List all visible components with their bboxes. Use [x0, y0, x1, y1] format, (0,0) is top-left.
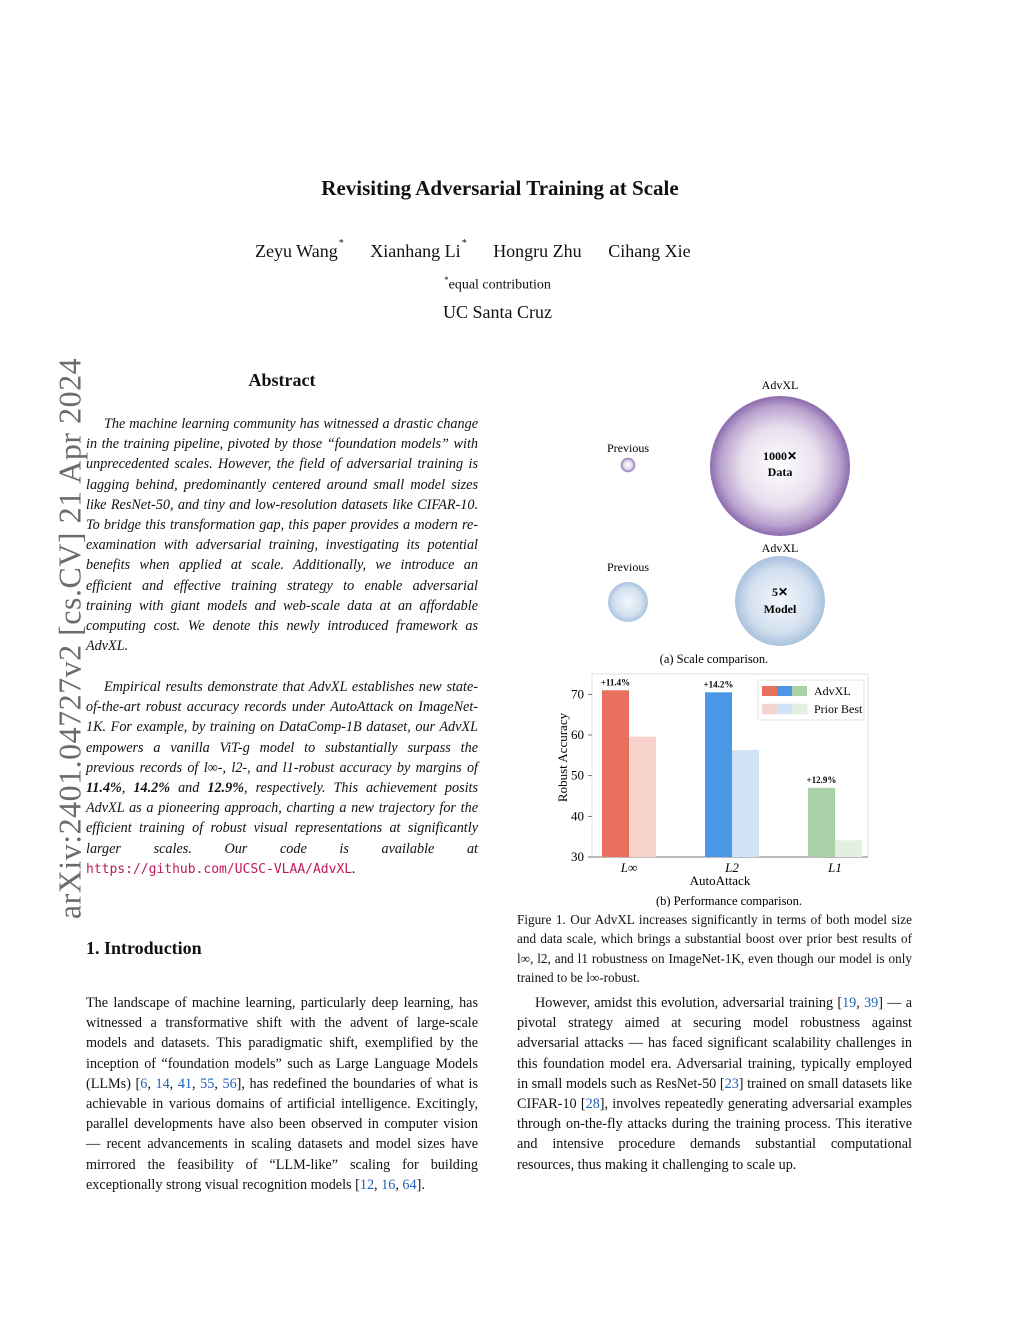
figure-caption: Figure 1. Our AdvXL increases significantly in terms of both model size and data scale, which brings a substantial boost over prior best results of l∞, l2, and l1 robustness on ImageNet-1K, even though our model is only trained to be l∞-robust.: [517, 912, 912, 986]
paper-title: Revisiting Adversarial Training at Scale: [321, 176, 679, 200]
legend-swatch: [777, 704, 792, 714]
citation-link[interactable]: 56: [222, 1075, 237, 1092]
previous-data-circle: [621, 458, 635, 472]
equal-contribution-note: *equal contribution: [444, 275, 551, 293]
abstract-paragraph: The machine learning community has witnessed a drastic change in the training pipeline, pivoted by those “foundation models” with unprecedented scales. However, the field of adversarial training is lagging behind, predominantly centered around small model sizes like ResNet-50, and tiny and low-resolution datasets like CIFAR-10. To bridge this transformation gap, this paper provides a modern re-examination with adversarial training, investigating its potential benefits when applied at scale. Additionally, we introduce an efficient and effective training strategy to enable adversarial training with giant models and web-scale data at an affordable computing cost. We denote this newly introduced framework as AdvXL.: [86, 416, 478, 655]
citation-link[interactable]: 19: [842, 995, 857, 1011]
x-tick-label: L∞: [620, 860, 638, 875]
author-name: Hongru Zhu: [493, 241, 582, 261]
bar-prior-best: [835, 840, 862, 857]
author-name: Cihang Xie: [608, 241, 691, 261]
margin-linf: 11.4%: [86, 780, 122, 797]
scale-comparison-figure: [580, 372, 880, 672]
bar-annotation: +14.2%: [703, 679, 734, 690]
abstract-paragraph: Empirical results demonstrate that AdvXL establishes new state-of-the-art robust accuracy records under AutoAttack on ImageNet-1K. For example, by training on DataComp-1B dataset, our AdvXL empowers a vanilla ViT-g model to substantially surpass the previous records of l∞-, l2-, and l1-robust accuracy by margins of 11.4%, 14.2% and 12.9%, respectively. This achievement posits AdvXL as a pioneering approach, charting a new trajectory for the efficient training of robust visual representations at significantly larger scales. Our code is available at https://github.com/UCSC-VLAA/AdvXL.: [86, 679, 478, 877]
bar-prior-best: [732, 750, 759, 857]
citation-link[interactable]: 23: [724, 1075, 739, 1092]
citation-link[interactable]: 64: [402, 1176, 417, 1193]
scale-caption: (a) Scale comparison.: [659, 652, 769, 666]
previous-data-label: Previous: [607, 441, 649, 455]
y-axis-label: Robust Accuracy: [555, 712, 570, 803]
legend-label: AdvXL: [814, 684, 851, 698]
x-axis-label: AutoAttack: [689, 873, 751, 888]
author-list: [255, 238, 713, 262]
advxl-model-label: AdvXL: [761, 541, 799, 555]
citation-link[interactable]: 39: [864, 995, 879, 1011]
abstract-heading: Abstract: [248, 370, 316, 390]
citation-link[interactable]: 14: [155, 1075, 170, 1092]
legend-swatch: [792, 704, 807, 714]
margin-l2: 14.2%: [133, 780, 171, 797]
data-multiplier: 1000✕: [762, 449, 798, 463]
bar-advxl: [705, 692, 732, 857]
citation-link[interactable]: 12: [359, 1176, 375, 1193]
model-word: Model: [763, 602, 797, 616]
previous-model-label: Previous: [607, 560, 649, 574]
citation-link[interactable]: 55: [200, 1075, 215, 1092]
section-heading: 1. Introduction: [86, 938, 202, 958]
legend: [758, 680, 864, 720]
arxiv-identifier: arXiv:2401.04727v2 [cs.CV] 21 Apr 2024: [51, 357, 88, 920]
affiliation: UC Santa Cruz: [443, 302, 552, 322]
code-link[interactable]: https://github.com/UCSC-VLAA/AdvXL: [86, 861, 353, 877]
performance-caption: (b) Performance comparison.: [655, 894, 803, 907]
legend-label: Prior Best: [814, 702, 863, 716]
advxl-model-circle: [735, 556, 825, 646]
bar-annotation: +11.4%: [600, 677, 631, 688]
margin-l1: 12.9%: [207, 780, 245, 797]
y-tick-label: 50: [571, 767, 584, 783]
citation-link[interactable]: 16: [381, 1176, 396, 1193]
advxl-data-label: AdvXL: [761, 378, 799, 392]
citation-link[interactable]: 41: [177, 1075, 192, 1092]
citation-link[interactable]: 28: [585, 1096, 600, 1113]
citation-link[interactable]: 6: [140, 1075, 148, 1092]
bar-annotation: +12.9%: [806, 774, 837, 785]
x-tick-label: L2: [725, 860, 739, 875]
legend-swatch: [762, 686, 777, 696]
body-paragraph: However, amidst this evolution, adversarial training [19, 39] — a pivotal strategy aimed at securing model robustness against adversarial attacks — has faced significant scalability challenges in this foundation model era. Adversarial training, typically employed in small models such as ResNet-50 [23] trained on small datasets like CIFAR-10 [28], involves repeatedly generating adversarial examples through on-the-fly attacks during the training process. This iterative and intensive procedure demands substantial computational resources, thus making it challenging to scale up.: [517, 995, 913, 1173]
legend-swatch: [777, 686, 792, 696]
y-tick-label: 40: [571, 808, 584, 824]
data-word: Data: [767, 465, 793, 479]
legend-swatch: [762, 704, 777, 714]
y-tick-label: 30: [571, 849, 584, 864]
intro-paragraph: The landscape of machine learning, particularly deep learning, has witnessed a transformative shift with the advent of large-scale models and datasets. This paradigmatic shift, exemplified by the inception of “foundation models” such as Large Language Models (LLMs) [6, 14, 41, 55, 56], has redefined the boundaries of what is achievable in various domains of artificial intelligence. Excitingly, parallel developments have also been observed in computer vision — recent advancements in scaling datasets and model sizes have mirrored the feasibility of “LLM-like” scaling for building exceptionally strong visual recognition models [12, 16, 64].: [86, 995, 478, 1193]
model-multiplier: 5✕: [771, 585, 789, 599]
legend-swatch: [792, 686, 807, 696]
y-tick-label: 60: [571, 727, 584, 742]
x-tick-label: L1: [828, 860, 842, 875]
y-tick-label: 70: [571, 686, 584, 702]
performance-bar-chart: [552, 672, 872, 907]
bar-advxl: [808, 788, 835, 857]
author-name: Zeyu Wang*: [255, 238, 344, 261]
bar-advxl: [602, 690, 629, 857]
bar-prior-best: [629, 737, 656, 857]
previous-model-circle: [608, 582, 648, 622]
author-name: Xianhang Li*: [370, 238, 467, 261]
